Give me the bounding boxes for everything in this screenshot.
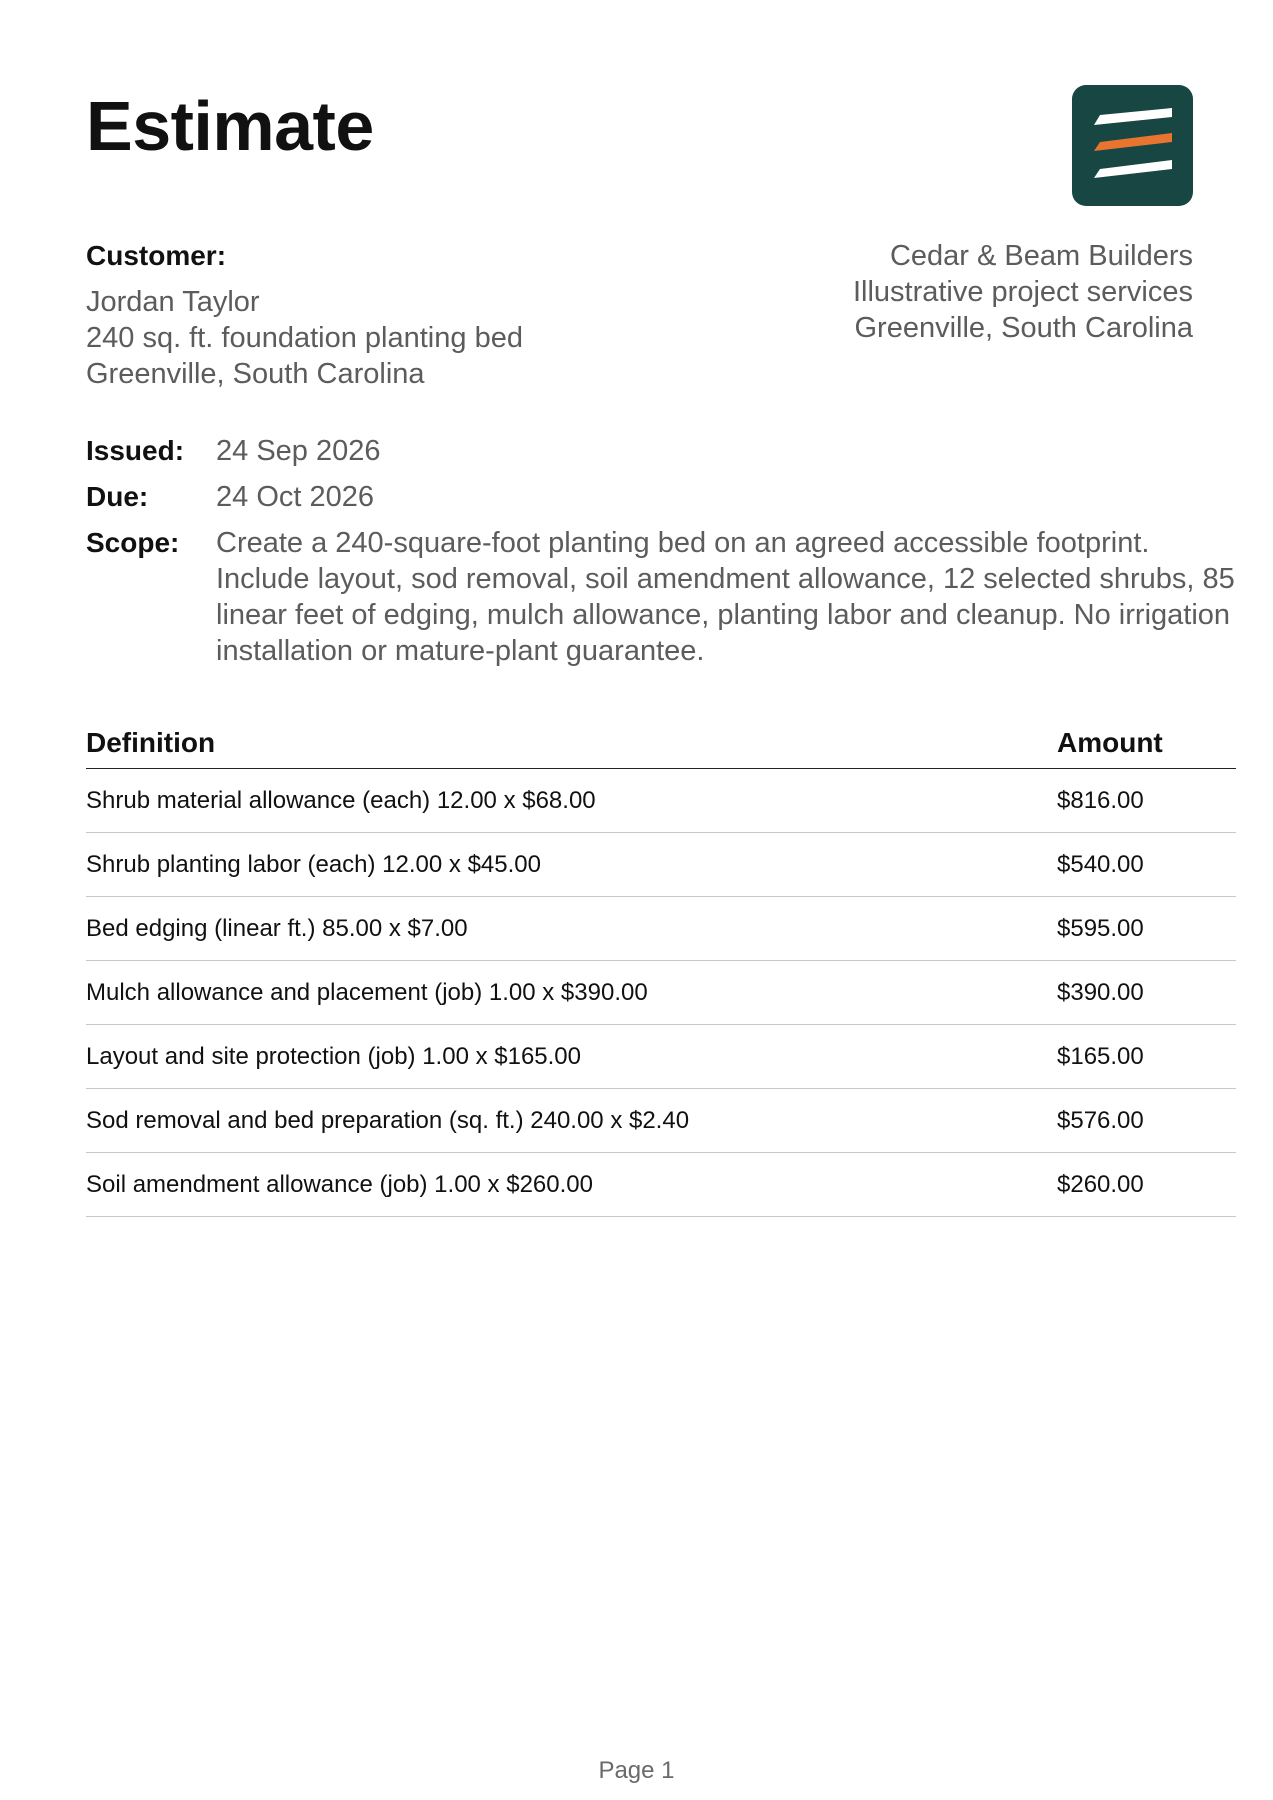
- company-location: Greenville, South Carolina: [854, 312, 1193, 344]
- table-row: [86, 833, 1236, 897]
- line-item-definition: Mulch allowance and placement (job) 1.00 x $390.00: [86, 978, 648, 1006]
- scope-text: Create a 240-square-foot planting bed on an agreed accessible footprint. Include layout, sod removal, soil amendment allowance, 12 selected shrubs, 85 linear feet of edging, mulch allowance, planting labor and cleanup. No irrigation installation or mature-plant guarantee.: [216, 527, 1235, 667]
- line-item-amount: $540.00: [1057, 850, 1144, 878]
- line-item-amount: $595.00: [1057, 914, 1144, 942]
- line-item-definition: Shrub planting labor (each) 12.00 x $45.00: [86, 850, 541, 878]
- line-item-amount: $390.00: [1057, 978, 1144, 1006]
- line-item-definition: Shrub material allowance (each) 12.00 x $68.00: [86, 786, 596, 814]
- company-tagline: Illustrative project services: [852, 276, 1193, 308]
- due-row: [86, 479, 1236, 515]
- customer-details: [86, 284, 523, 392]
- company-name: Cedar & Beam Builders: [889, 240, 1193, 272]
- line-item-definition: Bed edging (linear ft.) 85.00 x $7.00: [86, 914, 468, 942]
- line-items-table: [86, 722, 1236, 1217]
- table-row: [86, 769, 1236, 833]
- issued-date: 24 Sep 2026: [216, 435, 381, 467]
- line-item-definition: Soil amendment allowance (job) 1.00 x $260.00: [86, 1170, 593, 1198]
- customer-label: Customer:: [86, 240, 227, 271]
- table-header: [86, 722, 1236, 769]
- company-details: [853, 238, 1193, 346]
- scope-row: [86, 525, 1236, 669]
- document-title: Estimate: [86, 87, 374, 165]
- table-row: [86, 1089, 1236, 1153]
- line-item-amount: $576.00: [1057, 1106, 1144, 1134]
- company-logo-icon: [1072, 85, 1193, 206]
- table-row: [86, 961, 1236, 1025]
- line-item-amount: $165.00: [1057, 1042, 1144, 1070]
- definition-column-header: Definition: [86, 727, 216, 758]
- page-number: Page 1: [598, 1757, 675, 1784]
- scope-label: Scope:: [86, 527, 180, 558]
- table-row: [86, 1153, 1236, 1217]
- customer-location: Greenville, South Carolina: [86, 358, 425, 390]
- table-row: [86, 1025, 1236, 1089]
- issued-row: [86, 433, 1236, 469]
- line-item-amount: $816.00: [1057, 786, 1144, 814]
- due-date: 24 Oct 2026: [216, 481, 374, 513]
- line-item-definition: Sod removal and bed preparation (sq. ft.) 240.00 x $2.40: [86, 1106, 690, 1134]
- estimate-meta: [86, 433, 1236, 679]
- issued-label: Issued:: [86, 435, 185, 466]
- line-item-amount: $260.00: [1057, 1170, 1144, 1198]
- table-row: [86, 897, 1236, 961]
- customer-project: 240 sq. ft. foundation planting bed: [86, 322, 523, 354]
- customer-name: Jordan Taylor: [86, 286, 260, 318]
- amount-column-header: Amount: [1057, 727, 1163, 758]
- line-item-definition: Layout and site protection (job) 1.00 x $165.00: [86, 1042, 581, 1070]
- due-label: Due:: [86, 481, 149, 512]
